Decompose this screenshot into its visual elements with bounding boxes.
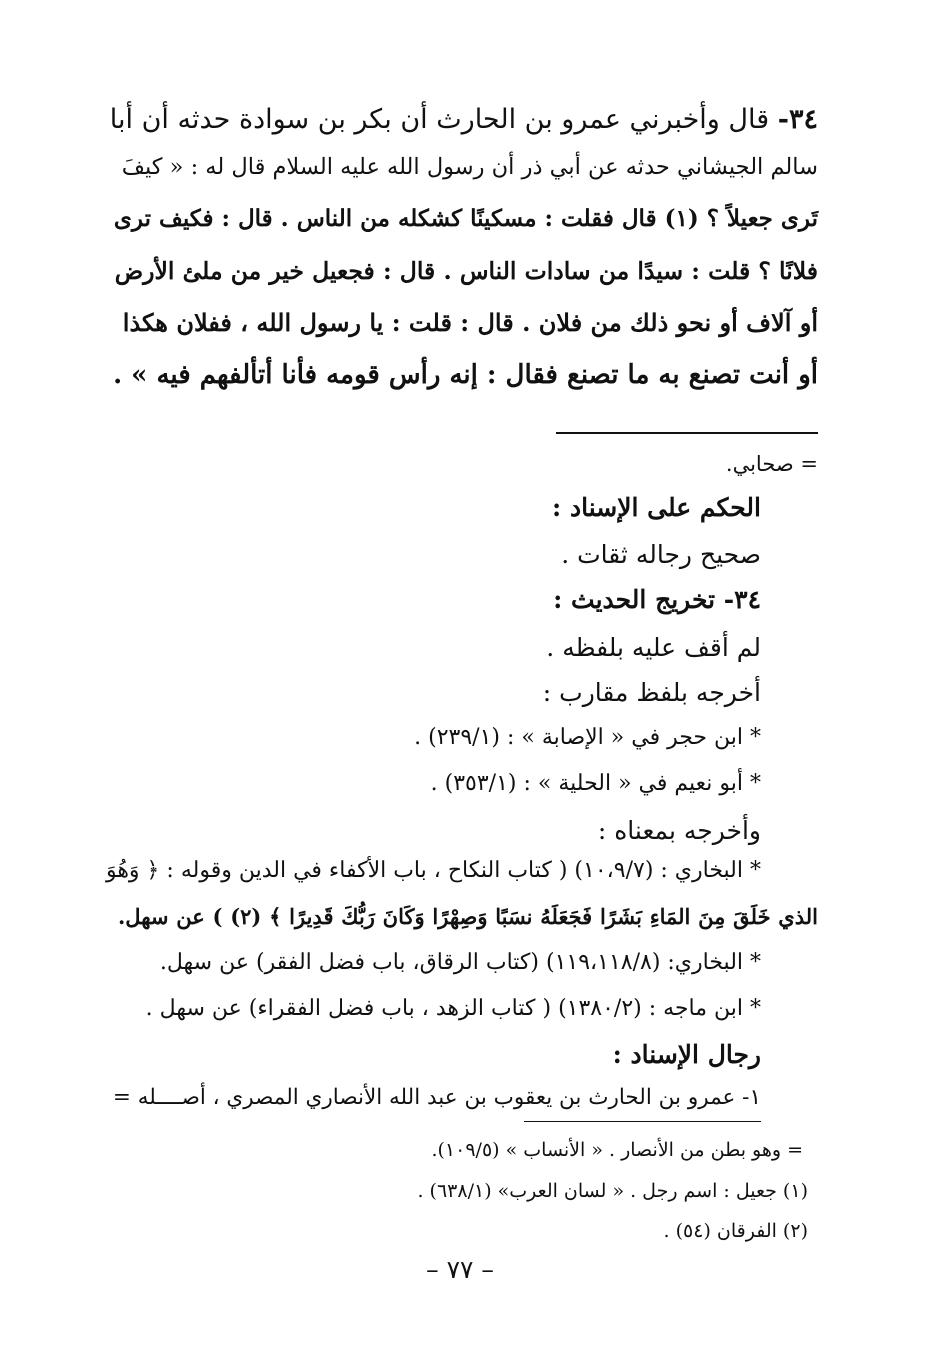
takhrij-heading: ٣٤- تخريج الحديث : <box>553 585 761 614</box>
text-separator <box>556 432 818 434</box>
similar-item-ibn-hajar: * ابن حجر في « الإصابة » : (٢٣٩/١) . <box>414 725 761 750</box>
ruling-heading: الحكم على الإسناد : <box>552 493 761 522</box>
footnote-2: (٢) الفرقان (٥٤) . <box>663 1220 808 1242</box>
footnote-continuation: = وهو بطن من الأنصار . « الأنساب » (١٠٩/٥). <box>431 1139 803 1161</box>
hadith-line-1 <box>109 104 818 135</box>
hadith-number: ٣٤- <box>777 104 818 135</box>
ibn-majah-item: * ابن ماجه : (١٣٨٠/٢) ( كتاب الزهد ، باب فضل الفقراء) عن سهل . <box>145 996 761 1021</box>
narrator-1: ١- عمرو بن الحارث بن يعقوب بن عبد الله الأنصاري المصري ، أصــــله = <box>112 1085 761 1110</box>
footnote-separator <box>524 1121 761 1122</box>
narrators-heading: رجال الإسناد : <box>612 1040 761 1069</box>
quran-verse-line: الذي خَلَقَ مِنَ المَاءِ بَشَرًا فَجَعَلَهُ نسَبًا وَصِهْرًا وَكَانَ رَبُّكَ قَدِيرًا ﴾ (٢) ) عن سهل. <box>118 904 818 929</box>
footnote-1: (١) جعيل : اسم رجل . « لسان العرب» (٦٣٨/١) . <box>417 1180 808 1202</box>
bukhari-nikah-line-1: * البخاري : (١٠،٩/٧) ( كتاب النكاح ، باب الأكفاء في الدين وقوله : ﴿ وَهُوَ <box>105 858 761 883</box>
hadith-line-3: تَرى جعيلاً ؟ (١) قال فقلت : مسكينًا كشكله من الناس . قال : فكيف ترى <box>113 205 818 232</box>
continued-note: = صحابي. <box>725 452 818 476</box>
similar-heading: أخرجه بلفظ مقارب : <box>542 678 761 707</box>
hadith-line-5: أو آلاف أو نحو ذلك من فلان . قال : قلت : يا رسول الله ، ففلان هكذا <box>122 308 818 337</box>
ruling-text: صحيح رجاله ثقات . <box>561 540 761 569</box>
similar-item-abu-nuaym: * أبو نعيم في « الحلية » : (٣٥٣/١) . <box>430 771 761 796</box>
bukhari-riqaq-item: * البخاري: (١١٩،١١٨/٨) (كتاب الرقاق، باب فضل الفقر) عن سهل. <box>159 950 761 975</box>
hadith-line-6: أو أنت تصنع به ما تصنع فقال : إنه رأس قومه فأنا أتألفهم فيه » . <box>113 360 818 390</box>
hadith-line-2: سالم الجيشاني حدثه عن أبي ذر أن رسول الله عليه السلام قال له : « كيفَ <box>121 154 818 180</box>
hadith-line-4: فلانًا ؟ قلت : سيدًا من سادات الناس . قال : فجعيل خير من ملئ الأرض <box>114 257 818 285</box>
meaning-heading: وأخرجه بمعناه : <box>597 816 761 845</box>
hadith-line-1-text: قال وأخبرني عمرو بن الحارث أن بكر بن سوادة حدثه أن أبا <box>109 104 770 135</box>
page-number: – ٧٧ – <box>426 1255 494 1284</box>
not-found-text: لم أقف عليه بلفظه . <box>546 633 761 662</box>
